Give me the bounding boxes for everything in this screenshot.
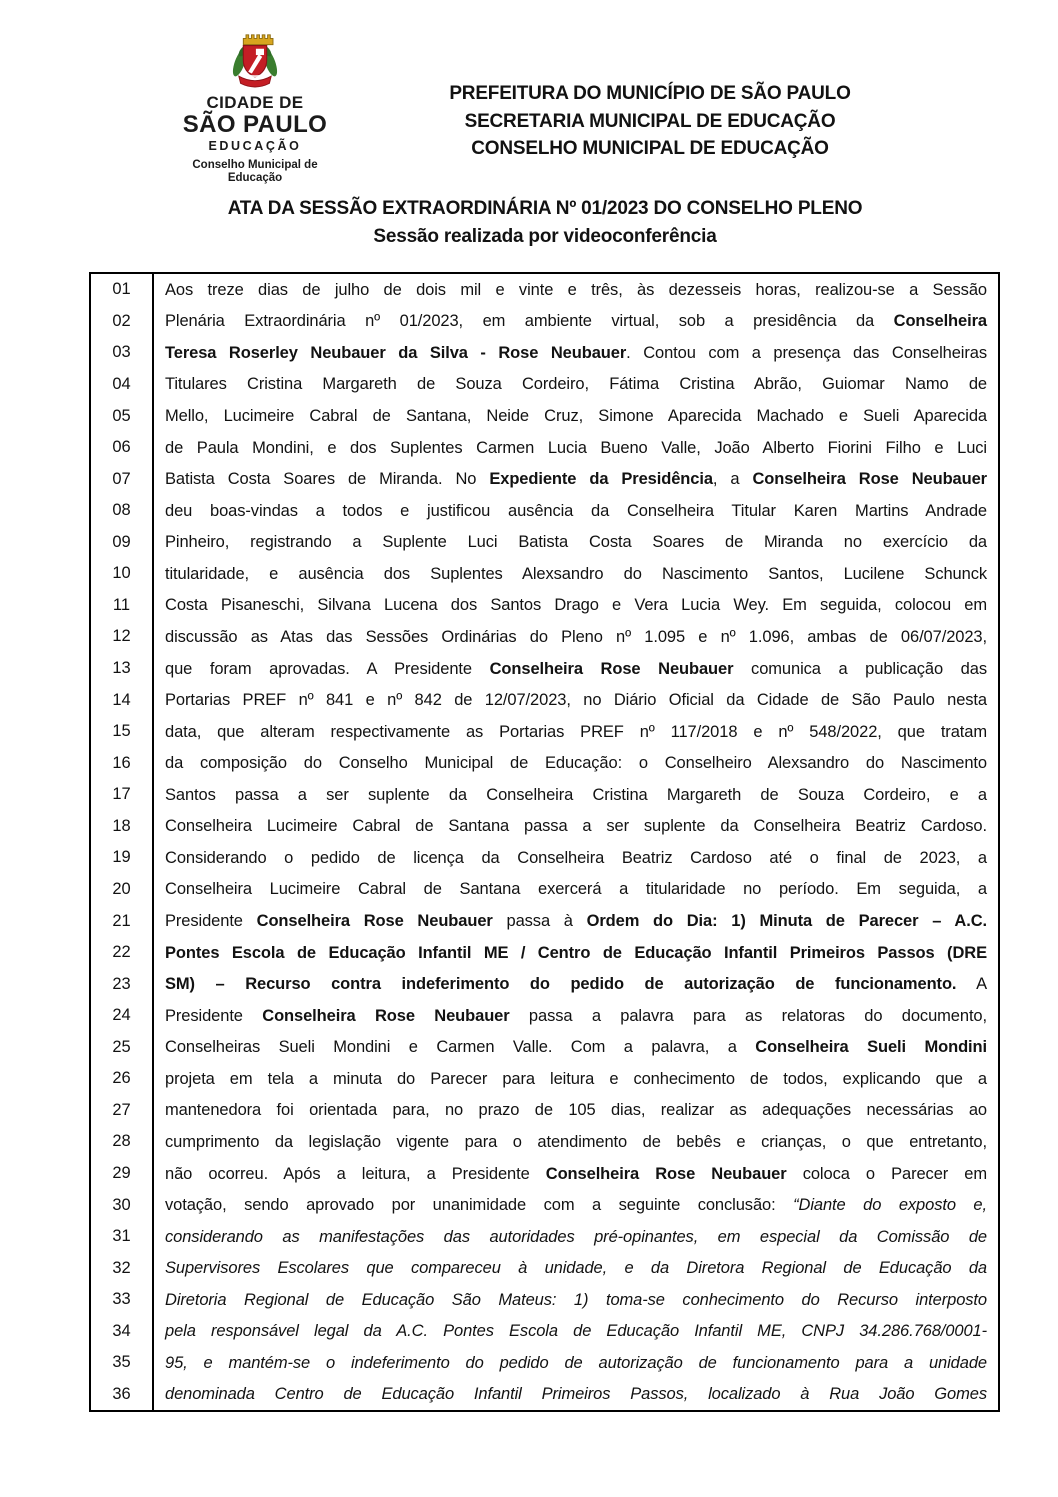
text-segment: projeta em tela a minuta do Parecer para leitura e conhecimento de todos, explicando que a	[165, 1069, 987, 1088]
line-text	[154, 1100, 998, 1120]
title-line-main: ATA DA SESSÃO EXTRAORDINÁRIA Nº 01/2023 DO CONSELHO PLENO	[227, 198, 863, 219]
line-number: 11	[91, 590, 154, 622]
line-number: 19	[91, 842, 154, 874]
line-text	[154, 1290, 998, 1310]
line-number: 13	[91, 653, 154, 685]
line-text	[154, 532, 998, 552]
line-text	[154, 1227, 998, 1247]
text-segment: Conselheira Rose Neubauer	[262, 1006, 510, 1025]
line-text	[154, 469, 998, 489]
line-number: 36	[91, 1379, 154, 1411]
line-number: 28	[91, 1126, 154, 1158]
text-segment: Conselheira Rose Neubauer	[256, 912, 493, 931]
text-segment: titularidade, e ausência dos Suplentes Alexsandro do Nascimento Santos, Lucilene Schunck	[165, 564, 987, 583]
text-segment: votação, sendo aprovado por unanimidade com a seguinte conclusão:	[165, 1196, 794, 1215]
line-text	[154, 1353, 998, 1373]
text-segment: Considerando o pedido de licença da Conselheira Beatriz Cardoso até o final de 2023, a	[165, 848, 987, 867]
table-row	[91, 1032, 998, 1064]
text-segment: deu boas-vindas a todos e justificou ausência da Conselheira Titular Karen Martins Andrade	[165, 501, 987, 520]
line-number: 03	[91, 337, 154, 369]
text-segment: Pontes Escola de Educação Infantil ME / Centro de Educação Infantil Primeiros Passos (DRE	[165, 943, 987, 962]
line-number: 09	[91, 527, 154, 559]
table-row	[91, 1158, 998, 1190]
text-segment: Conselheira Rose Neubauer	[752, 470, 988, 489]
text-segment: considerando as manifestações das autoridades pré-opinantes, em especial da Comissão de	[165, 1227, 987, 1246]
text-segment: Aos treze dias de julho de dois mil e vinte e três, às dezesseis horas, realizou-se a Sessão	[165, 280, 987, 299]
sao-paulo-coat-of-arms-icon	[228, 30, 282, 90]
line-text	[154, 879, 998, 899]
text-segment: discussão as Atas das Sessões Ordinárias do Pleno nº 1.095 e nº 1.096, ambas de 06/07/2023,	[165, 627, 987, 646]
org-line-secretaria: SECRETARIA MUNICIPAL DE EDUCAÇÃO	[464, 110, 836, 132]
line-text	[154, 1321, 998, 1341]
line-number: 30	[91, 1189, 154, 1221]
logo-conselho-label: Conselho Municipal de Educação	[192, 159, 318, 184]
line-number: 24	[91, 1000, 154, 1032]
table-row	[91, 1095, 998, 1127]
line-text	[154, 564, 998, 584]
sao-paulo-education-logo	[178, 30, 332, 185]
line-number: 14	[91, 684, 154, 716]
line-number: 34	[91, 1316, 154, 1348]
line-number: 02	[91, 306, 154, 338]
line-number: 26	[91, 1063, 154, 1095]
line-number: 08	[91, 495, 154, 527]
table-row	[91, 937, 998, 969]
line-number: 31	[91, 1221, 154, 1253]
line-number: 05	[91, 400, 154, 432]
table-row	[91, 495, 998, 527]
text-segment: , a	[712, 470, 753, 489]
line-text	[154, 311, 998, 331]
text-segment: Santos passa a ser suplente da Conselheira Cristina Margareth de Souza Cordeiro, e a	[165, 785, 987, 804]
text-segment: comunica a publicação das	[733, 659, 987, 678]
table-row	[91, 1252, 998, 1284]
line-text	[154, 1006, 998, 1026]
text-segment: não ocorreu. Após a leitura, a Presidente	[165, 1164, 546, 1183]
line-number: 01	[91, 274, 154, 306]
line-text	[154, 280, 998, 300]
table-row	[91, 306, 998, 338]
text-segment: Conselheira Lucimeire Cabral de Santana exercerá a titularidade no período. Em seguida, a	[165, 880, 987, 899]
line-text	[154, 785, 998, 805]
text-segment: Conselheira Sueli Mondini	[755, 1038, 987, 1057]
line-number: 32	[91, 1252, 154, 1284]
table-row	[91, 842, 998, 874]
text-segment: Costa Pisaneschi, Silvana Lucena dos Santos Drago e Vera Lucia Wey. Em seguida, colocou em	[165, 596, 987, 615]
line-text	[154, 343, 998, 363]
text-segment: Teresa Roserley Neubauer da Silva - Rose Neubauer	[165, 343, 627, 362]
text-segment: Plenária Extraordinária nº 01/2023, em ambiente virtual, sob a presidência da	[165, 312, 894, 331]
org-header	[320, 80, 980, 163]
text-segment: Diretoria Regional de Educação São Mateus: 1) toma-se conhecimento do Recurso interposto	[165, 1290, 987, 1309]
text-segment: Presidente	[165, 912, 257, 931]
text-segment: Conselheira	[893, 312, 987, 331]
minutes-table	[89, 272, 1000, 1412]
line-text	[154, 816, 998, 836]
text-segment: “Diante do exposto e,	[793, 1196, 987, 1215]
line-number: 16	[91, 747, 154, 779]
table-row	[91, 1000, 998, 1032]
line-number: 15	[91, 716, 154, 748]
text-segment: que foram aprovadas. A Presidente	[165, 659, 490, 678]
line-text	[154, 1132, 998, 1152]
table-row	[91, 747, 998, 779]
text-segment: . Contou com a presença das Conselheiras	[626, 343, 987, 362]
line-text	[154, 501, 998, 521]
line-text	[154, 753, 998, 773]
org-line-conselho: CONSELHO MUNICIPAL DE EDUCAÇÃO	[471, 138, 829, 159]
logo-cidade-de-label: CIDADE DE	[206, 93, 304, 112]
text-segment: Conselheira Lucimeire Cabral de Santana passa a ser suplente da Conselheira Beatriz Cardoso.	[165, 817, 987, 836]
line-text	[154, 848, 998, 868]
line-text	[154, 1164, 998, 1184]
logo-sao-paulo-label: SÃO PAULO	[182, 111, 328, 138]
text-segment: 95, e mantém-se o indeferimento do pedido de autorização de funcionamento para a unidade	[165, 1353, 987, 1372]
org-line-prefeitura: PREFEITURA DO MUNICÍPIO DE SÃO PAULO	[449, 83, 851, 104]
table-row	[91, 684, 998, 716]
text-segment: Expediente da Presidência	[489, 470, 713, 489]
table-row	[91, 621, 998, 653]
line-number: 18	[91, 811, 154, 843]
text-segment: Titulares Cristina Margareth de Souza Cordeiro, Fátima Cristina Abrão, Guiomar Namo de	[165, 375, 987, 394]
line-text	[154, 1069, 998, 1089]
text-segment: cumprimento da legislação vigente para o atendimento de bebês e crianças, o que entretanto,	[165, 1132, 987, 1151]
table-row	[91, 874, 998, 906]
table-row	[91, 432, 998, 464]
table-row	[91, 1347, 998, 1379]
table-row	[91, 811, 998, 843]
text-segment: denominada Centro de Educação Infantil Primeiros Passos, localizado à Rua João Gomes	[165, 1385, 987, 1404]
text-segment: passa à	[492, 912, 587, 931]
line-text	[154, 1037, 998, 1057]
line-number: 07	[91, 463, 154, 495]
line-number: 27	[91, 1095, 154, 1127]
line-number: 21	[91, 905, 154, 937]
text-segment: coloca o Parecer em	[786, 1164, 987, 1183]
text-segment: data, que alteram respectivamente as Portarias PREF nº 117/2018 e nº 548/2022, que tratam	[165, 722, 987, 741]
line-text	[154, 438, 998, 458]
table-row	[91, 1379, 998, 1411]
text-segment: Pinheiro, registrando a Suplente Luci Batista Costa Soares de Miranda no exercício da	[165, 533, 987, 552]
text-segment: Batista Costa Soares de Miranda. No	[165, 470, 490, 489]
line-number: 12	[91, 621, 154, 653]
text-segment: Conselheiras Sueli Mondini e Carmen Valle. Com a palavra, a	[165, 1038, 756, 1057]
line-text	[154, 722, 998, 742]
table-row	[91, 1189, 998, 1221]
title-line-sub: Sessão realizada por videoconferência	[373, 225, 717, 247]
line-number: 17	[91, 779, 154, 811]
line-text	[154, 627, 998, 647]
table-row	[91, 400, 998, 432]
line-text	[154, 974, 998, 994]
line-text	[154, 1195, 998, 1215]
text-segment: Portarias PREF nº 841 e nº 842 de 12/07/2023, no Diário Oficial da Cidade de São Paulo nesta	[165, 691, 987, 710]
table-row	[91, 274, 998, 306]
text-segment: Ordem do Dia: 1) Minuta de Parecer – A.C.	[586, 912, 988, 931]
line-number: 25	[91, 1032, 154, 1064]
table-row	[91, 558, 998, 590]
table-row	[91, 527, 998, 559]
text-segment: A	[956, 975, 987, 994]
text-segment: da composição do Conselho Municipal de Educação: o Conselheiro Alexsandro do Nascimento	[165, 754, 987, 773]
table-row	[91, 779, 998, 811]
text-segment: Mello, Lucimeire Cabral de Santana, Neide Cruz, Simone Aparecida Machado e Sueli Aparecida	[165, 407, 987, 426]
table-row	[91, 905, 998, 937]
table-row	[91, 968, 998, 1000]
text-segment: de Paula Mondini, e dos Suplentes Carmen Lucia Bueno Valle, João Alberto Fiorini Filho e Luci	[165, 438, 987, 457]
line-text	[154, 406, 998, 426]
line-number: 22	[91, 937, 154, 969]
text-segment: pela responsável legal da A.C. Pontes Escola de Educação Infantil ME, CNPJ 34.286.768/0001-	[165, 1322, 987, 1341]
text-segment: Conselheira Rose Neubauer	[545, 1164, 787, 1183]
line-number: 23	[91, 968, 154, 1000]
line-number: 33	[91, 1284, 154, 1316]
table-row	[91, 1316, 998, 1348]
line-text	[154, 911, 998, 931]
table-row	[91, 590, 998, 622]
table-row	[91, 1063, 998, 1095]
line-text	[154, 690, 998, 710]
line-text	[154, 943, 998, 963]
line-text	[154, 1258, 998, 1278]
line-text	[154, 595, 998, 615]
text-segment: passa a palavra para as relatoras do documento,	[509, 1006, 987, 1025]
document-title	[90, 195, 1000, 250]
table-row	[91, 337, 998, 369]
text-segment: mantenedora foi orientada para, no prazo de 105 dias, realizar as adequações necessárias ao	[165, 1101, 987, 1120]
table-row	[91, 653, 998, 685]
text-segment: Conselheira Rose Neubauer	[489, 659, 734, 678]
line-number: 10	[91, 558, 154, 590]
text-segment: SM) – Recurso contra indeferimento do pedido de autorização de funcionamento.	[165, 975, 957, 994]
table-row	[91, 463, 998, 495]
table-row	[91, 1284, 998, 1316]
table-row	[91, 369, 998, 401]
line-number: 20	[91, 874, 154, 906]
line-number: 35	[91, 1347, 154, 1379]
text-segment: Presidente	[165, 1006, 263, 1025]
table-row	[91, 1221, 998, 1253]
text-segment: Supervisores Escolares que compareceu à unidade, e da Diretora Regional de Educação da	[165, 1259, 987, 1278]
line-number: 04	[91, 369, 154, 401]
line-text	[154, 374, 998, 394]
line-text	[154, 659, 998, 679]
line-text	[154, 1384, 998, 1404]
table-row	[91, 1126, 998, 1158]
logo-educacao-label: EDUCAÇÃO	[208, 139, 302, 153]
line-number: 06	[91, 432, 154, 464]
line-number: 29	[91, 1158, 154, 1190]
table-row	[91, 716, 998, 748]
